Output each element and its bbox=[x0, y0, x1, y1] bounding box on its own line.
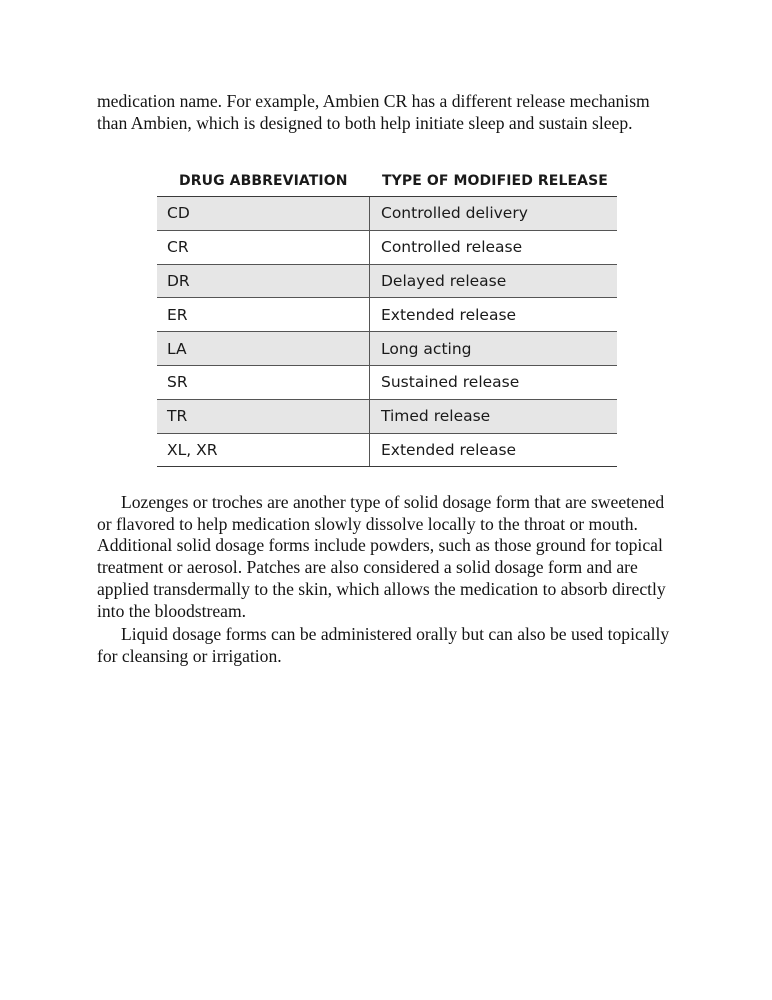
abbreviation-cell: XL, XR bbox=[157, 434, 370, 467]
release-type-cell: Extended release bbox=[381, 305, 517, 324]
table-row bbox=[157, 332, 617, 366]
table-row bbox=[157, 298, 617, 332]
table-row bbox=[157, 231, 617, 265]
lozenges-paragraph: Lozenges or troches are another type of solid dosage form that are sweetened or flavored to help medication slowly dissolve locally to the throat or mouth. Additional solid dosage forms include powders, such as those ground for topical treatment or aerosol. Patches are also considered a solid dosage form and are applied transdermally to the skin, which allows the medication to absorb directly into the bloodstream. bbox=[97, 492, 666, 621]
liquid-dosage-paragraph: Liquid dosage forms can be administered orally but can also be used topically for cleansing or irrigation. bbox=[97, 624, 670, 666]
release-type-cell: Timed release bbox=[381, 407, 491, 426]
abbreviation-cell: SR bbox=[157, 366, 370, 399]
header-type-of-modified-release: TYPE OF MODIFIED RELEASE bbox=[382, 173, 608, 189]
table-row bbox=[157, 434, 617, 468]
abbreviation-cell: DR bbox=[157, 265, 370, 298]
table-row bbox=[157, 265, 617, 299]
abbreviation-cell: CD bbox=[157, 197, 370, 230]
abbreviation-cell: ER bbox=[157, 298, 370, 331]
modified-release-table bbox=[157, 170, 617, 467]
table-row bbox=[157, 197, 617, 231]
table-header bbox=[157, 170, 617, 196]
table-body bbox=[157, 196, 617, 467]
release-type-cell: Controlled release bbox=[381, 238, 523, 257]
abbreviation-cell: TR bbox=[157, 400, 370, 433]
release-type-cell: Long acting bbox=[381, 339, 472, 358]
abbreviation-cell: LA bbox=[157, 332, 370, 365]
release-type-cell: Delayed release bbox=[381, 271, 507, 290]
release-type-cell: Extended release bbox=[381, 440, 517, 459]
header-drug-abbreviation: DRUG ABBREVIATION bbox=[179, 173, 348, 189]
release-type-cell: Controlled delivery bbox=[381, 204, 528, 223]
table-row bbox=[157, 400, 617, 434]
release-type-cell: Sustained release bbox=[381, 373, 520, 392]
abbreviation-cell: CR bbox=[157, 231, 370, 264]
intro-paragraph: medication name. For example, Ambien CR has a different release mechanism than Ambien, which is designed to both help initiate sleep and sustain sleep. bbox=[97, 91, 650, 133]
table-row bbox=[157, 366, 617, 400]
